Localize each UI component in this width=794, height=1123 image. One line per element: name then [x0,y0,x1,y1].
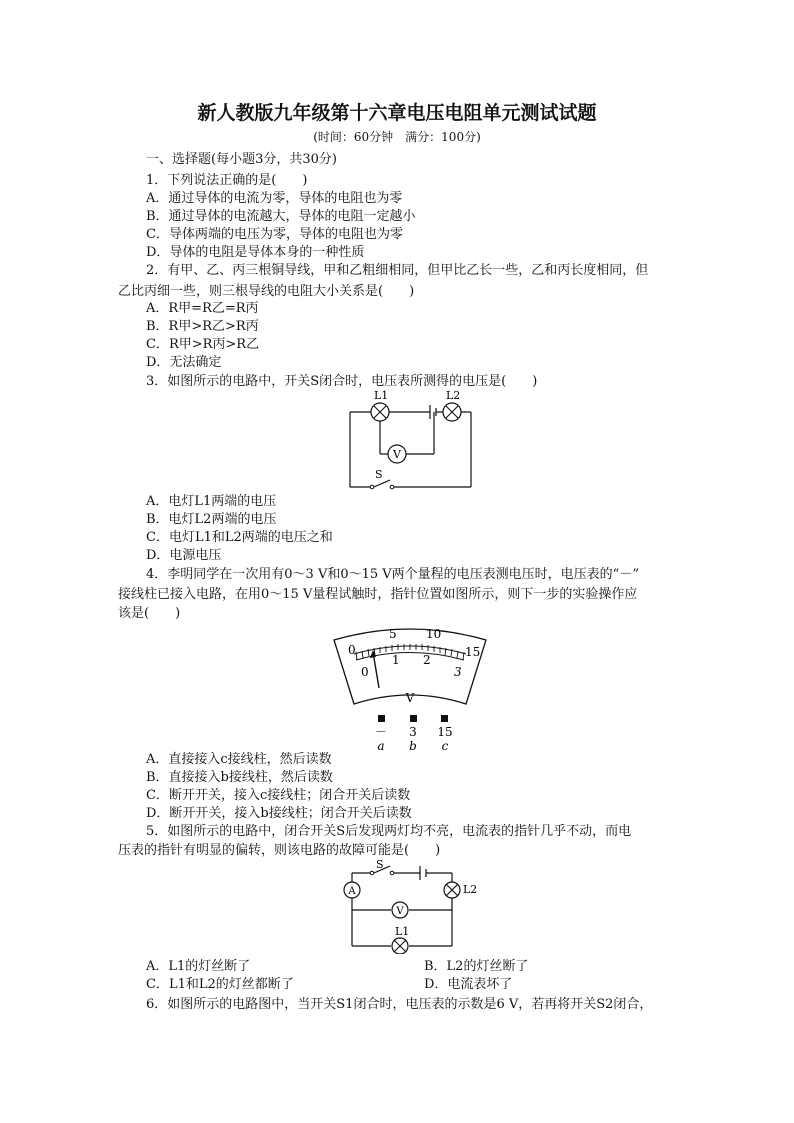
q5-switch-label: S [376,858,384,871]
terminal-3-label: 3 [409,725,417,739]
q5-stem-line1: 5．如图所示的电路中，闭合开关S后发现两灯均不亮，电流表的指针几乎不动，而电 [146,824,632,839]
terminal-a-letter: a [377,739,385,753]
q5-voltmeter-label: V [396,906,404,917]
q2-option-a: A．R甲=R乙=R丙 [146,301,259,316]
q3-option-c: C．电灯L1和L2两端的电压之和 [146,530,333,545]
inner-tick-1: 1 [392,653,400,667]
q1-option-b: B．通过导体的电流越大，导体的电阻一定越小 [146,209,416,224]
q5-circuit-diagram [340,858,480,954]
terminal-c-letter: c [441,739,449,753]
q4-option-b: B．直接接入b接线柱，然后读数 [146,770,333,785]
q5-option-a: A．L1的灯丝断了 [146,959,251,974]
lamp-icon [444,882,460,898]
q5-option-b: B．L2的灯丝断了 [424,959,529,974]
q1-option-d: D．导体的电阻是导体本身的一种性质 [146,245,365,260]
q6-stem: 6．如图所示的电路图中，当开关S1闭合时，电压表的示数是6 V，若再将开关S2闭合， [146,997,653,1012]
page-title: 新人教版九年级第十六章电压电阻单元测试试题 [197,102,597,124]
outer-tick-5: 5 [389,627,397,641]
q4-voltmeter-figure [330,622,490,754]
section-heading: 一、选择题(每小题3分，共30分) [146,152,337,167]
q4-stem-line1: 4．李明同学在一次用有0～3 V和0～15 V两个量程的电压表测电压时，电压表的“－” [146,567,639,582]
q3-switch-label: S [375,468,383,481]
q5-lamp1-label: L1 [395,925,410,938]
terminal-icon [410,715,417,722]
page-subtitle: (时间：60分钟 满分：100分) [313,130,481,144]
q1-option-a: A．通过导体的电流为零，导体的电阻也为零 [146,191,403,206]
q3-lamp1-label: L1 [374,389,389,402]
q3-stem: 3．如图所示的电路中，开关S闭合时，电压表所测得的电压是( ) [146,374,538,389]
q5-stem-line2: 压表的指针有明显的偏转，则该电路的故障可能是( ) [118,843,441,858]
q1-option-c: C．导体两端的电压为零，导体的电阻也为零 [146,227,403,242]
terminal-minus-label: － [374,725,388,739]
q5-lamp2-label: L2 [463,883,478,896]
terminal-15-label: 15 [437,725,453,739]
q4-option-d: D．断开开关，接入b接线柱；闭合开关后读数 [146,806,412,821]
q5-ammeter-label: A [348,886,356,897]
meter-unit: V [405,691,415,705]
terminal-icon [441,715,448,722]
q3-option-d: D．电源电压 [146,548,222,563]
q3-lamp2-label: L2 [446,389,461,402]
outer-tick-10: 10 [426,627,442,641]
q4-stem-line3: 该是( ) [118,606,181,621]
q2-option-b: B．R甲>R乙>R丙 [146,319,259,334]
q2-stem-line1: 2．有甲、乙、丙三根铜导线，甲和乙粗细相同，但甲比乙长一些，乙和丙长度相同，但 [146,263,649,278]
q2-stem-line2: 乙比丙细一些，则三根导线的电阻大小关系是( ) [118,284,415,299]
lamp-icon [371,403,389,421]
q3-circuit-diagram [340,386,480,494]
lamp-icon [392,938,408,954]
outer-tick-15: 15 [465,645,481,659]
outer-tick-0: 0 [348,643,356,657]
q3-option-b: B．电灯L2两端的电压 [146,512,277,527]
q4-stem-line2: 接线柱已接入电路，在用0～15 V量程试触时，指针位置如图所示，则下一步的实验操作应 [118,587,638,602]
q5-option-d: D．电流表坏了 [424,977,513,992]
q4-option-a: A．直接接入c接线柱，然后读数 [146,752,332,767]
terminal-b-letter: b [409,739,417,753]
inner-tick-3: 3 [454,665,462,679]
q4-option-c: C．断开开关，接入c接线柱；闭合开关后读数 [146,788,411,803]
terminal-icon [378,715,385,722]
q3-voltmeter-label: V [393,448,401,461]
q2-option-c: C．R甲>R丙>R乙 [146,337,260,352]
q1-stem: 1．下列说法正确的是( ) [146,173,308,188]
q2-option-d: D．无法确定 [146,355,222,370]
lamp-icon [443,403,461,421]
q5-option-c: C．L1和L2的灯丝都断了 [146,977,294,992]
inner-tick-0: 0 [361,665,369,679]
inner-tick-2: 2 [423,653,431,667]
q3-option-a: A．电灯L1两端的电压 [146,494,277,509]
